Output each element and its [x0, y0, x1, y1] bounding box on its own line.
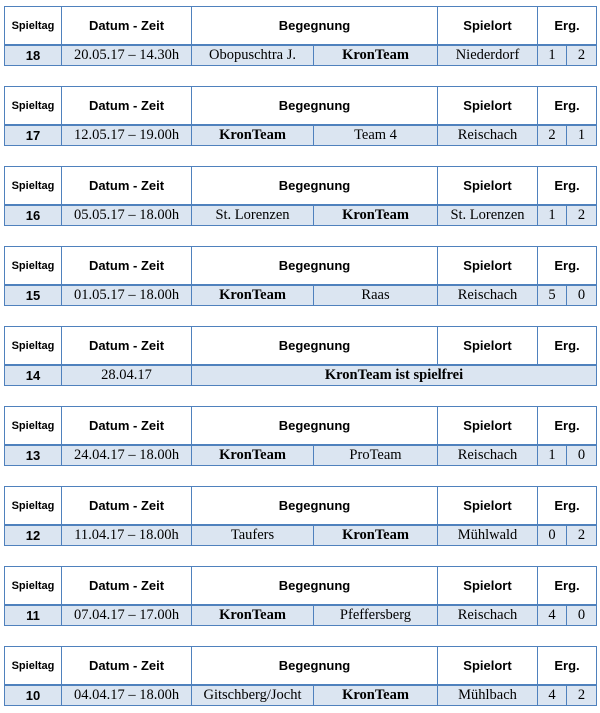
- match-row: [5, 525, 597, 546]
- match-row: [5, 365, 597, 386]
- spielort-value: Mühlwald: [438, 525, 538, 546]
- spielort-value: Niederdorf: [438, 45, 538, 66]
- match-row: [5, 285, 597, 306]
- header-datum-zeit: Datum - Zeit: [62, 327, 192, 366]
- header-spielort: Spielort: [438, 7, 538, 46]
- away-team: ProTeam: [314, 445, 438, 466]
- header-row: [5, 247, 597, 286]
- header-erg: Erg.: [538, 87, 597, 126]
- spieltag-value: 14: [5, 365, 62, 386]
- datum-value: 20.05.17 – 14.30h: [62, 45, 192, 66]
- score-away: 2: [567, 45, 597, 66]
- spieltag-value: 12: [5, 525, 62, 546]
- datum-value: 05.05.17 – 18.00h: [62, 205, 192, 226]
- header-row: [5, 407, 597, 446]
- score-away: 2: [567, 525, 597, 546]
- header-begegnung: Begegnung: [192, 487, 438, 526]
- away-team: KronTeam: [314, 205, 438, 226]
- score-home: 1: [538, 45, 567, 66]
- header-begegnung: Begegnung: [192, 647, 438, 686]
- spielort-value: Reischach: [438, 125, 538, 146]
- header-spieltag: Spieltag: [5, 327, 62, 366]
- score-home: 4: [538, 685, 567, 706]
- match-block-16: [4, 166, 596, 226]
- match-table: [4, 646, 597, 706]
- match-row: [5, 445, 597, 466]
- match-block-14: [4, 326, 596, 386]
- match-table: [4, 566, 597, 626]
- match-row: [5, 45, 597, 66]
- spieltag-value: 10: [5, 685, 62, 706]
- header-spielort: Spielort: [438, 647, 538, 686]
- header-datum-zeit: Datum - Zeit: [62, 647, 192, 686]
- match-table: [4, 326, 597, 386]
- header-begegnung: Begegnung: [192, 407, 438, 446]
- away-team: Raas: [314, 285, 438, 306]
- score-home: 1: [538, 205, 567, 226]
- home-team: Obopuschtra J.: [192, 45, 314, 66]
- match-table: [4, 166, 597, 226]
- header-erg: Erg.: [538, 7, 597, 46]
- header-spieltag: Spieltag: [5, 647, 62, 686]
- match-row: [5, 205, 597, 226]
- away-team: Pfeffersberg: [314, 605, 438, 626]
- score-home: 2: [538, 125, 567, 146]
- header-spieltag: Spieltag: [5, 247, 62, 286]
- header-row: [5, 87, 597, 126]
- match-table: [4, 6, 597, 66]
- header-spieltag: Spieltag: [5, 167, 62, 206]
- home-team: St. Lorenzen: [192, 205, 314, 226]
- datum-value: 28.04.17: [62, 365, 192, 386]
- score-home: 4: [538, 605, 567, 626]
- spieltag-value: 11: [5, 605, 62, 626]
- header-datum-zeit: Datum - Zeit: [62, 567, 192, 606]
- score-away: 1: [567, 125, 597, 146]
- home-team: KronTeam: [192, 605, 314, 626]
- score-home: 0: [538, 525, 567, 546]
- match-table: [4, 406, 597, 466]
- header-row: [5, 567, 597, 606]
- match-table: [4, 246, 597, 306]
- header-erg: Erg.: [538, 327, 597, 366]
- home-team: KronTeam: [192, 125, 314, 146]
- datum-value: 01.05.17 – 18.00h: [62, 285, 192, 306]
- match-block-18: [4, 6, 596, 66]
- score-away: 2: [567, 685, 597, 706]
- header-begegnung: Begegnung: [192, 7, 438, 46]
- score-away: 0: [567, 605, 597, 626]
- match-row: [5, 605, 597, 626]
- header-begegnung: Begegnung: [192, 567, 438, 606]
- spielort-value: Reischach: [438, 285, 538, 306]
- match-block-13: [4, 406, 596, 466]
- header-row: [5, 487, 597, 526]
- home-team: KronTeam: [192, 285, 314, 306]
- header-spieltag: Spieltag: [5, 7, 62, 46]
- spielort-value: St. Lorenzen: [438, 205, 538, 226]
- score-away: 2: [567, 205, 597, 226]
- match-block-10: [4, 646, 596, 706]
- header-spielort: Spielort: [438, 487, 538, 526]
- header-datum-zeit: Datum - Zeit: [62, 7, 192, 46]
- spieltag-value: 17: [5, 125, 62, 146]
- spieltag-value: 18: [5, 45, 62, 66]
- header-row: [5, 327, 597, 366]
- header-row: [5, 7, 597, 46]
- spielort-value: Reischach: [438, 445, 538, 466]
- header-spieltag: Spieltag: [5, 407, 62, 446]
- score-home: 1: [538, 445, 567, 466]
- datum-value: 12.05.17 – 19.00h: [62, 125, 192, 146]
- header-spielort: Spielort: [438, 407, 538, 446]
- spieltag-value: 16: [5, 205, 62, 226]
- match-block-11: [4, 566, 596, 626]
- score-home: 5: [538, 285, 567, 306]
- spieltag-value: 13: [5, 445, 62, 466]
- match-block-17: [4, 86, 596, 146]
- header-row: [5, 647, 597, 686]
- header-spielort: Spielort: [438, 167, 538, 206]
- away-team: KronTeam: [314, 525, 438, 546]
- score-away: 0: [567, 445, 597, 466]
- header-spielort: Spielort: [438, 327, 538, 366]
- home-team: KronTeam: [192, 445, 314, 466]
- match-row: [5, 685, 597, 706]
- datum-value: 11.04.17 – 18.00h: [62, 525, 192, 546]
- header-row: [5, 167, 597, 206]
- match-block-15: [4, 246, 596, 306]
- match-block-12: [4, 486, 596, 546]
- datum-value: 07.04.17 – 17.00h: [62, 605, 192, 626]
- header-erg: Erg.: [538, 567, 597, 606]
- header-begegnung: Begegnung: [192, 327, 438, 366]
- spielort-value: Reischach: [438, 605, 538, 626]
- header-datum-zeit: Datum - Zeit: [62, 87, 192, 126]
- datum-value: 24.04.17 – 18.00h: [62, 445, 192, 466]
- header-erg: Erg.: [538, 647, 597, 686]
- match-row: [5, 125, 597, 146]
- header-datum-zeit: Datum - Zeit: [62, 167, 192, 206]
- header-erg: Erg.: [538, 247, 597, 286]
- header-erg: Erg.: [538, 487, 597, 526]
- away-team: Team 4: [314, 125, 438, 146]
- header-datum-zeit: Datum - Zeit: [62, 407, 192, 446]
- match-table: [4, 86, 597, 146]
- header-spielort: Spielort: [438, 87, 538, 126]
- match-table: [4, 486, 597, 546]
- header-spielort: Spielort: [438, 247, 538, 286]
- header-begegnung: Begegnung: [192, 167, 438, 206]
- away-team: KronTeam: [314, 45, 438, 66]
- datum-value: 04.04.17 – 18.00h: [62, 685, 192, 706]
- header-erg: Erg.: [538, 167, 597, 206]
- header-spieltag: Spieltag: [5, 487, 62, 526]
- spielfrei-note: KronTeam ist spielfrei: [192, 365, 597, 386]
- spielort-value: Mühlbach: [438, 685, 538, 706]
- home-team: Gitschberg/Jocht: [192, 685, 314, 706]
- home-team: Taufers: [192, 525, 314, 546]
- header-erg: Erg.: [538, 407, 597, 446]
- away-team: KronTeam: [314, 685, 438, 706]
- spieltag-value: 15: [5, 285, 62, 306]
- header-spieltag: Spieltag: [5, 87, 62, 126]
- header-begegnung: Begegnung: [192, 87, 438, 126]
- header-spieltag: Spieltag: [5, 567, 62, 606]
- score-away: 0: [567, 285, 597, 306]
- header-datum-zeit: Datum - Zeit: [62, 247, 192, 286]
- header-datum-zeit: Datum - Zeit: [62, 487, 192, 526]
- header-begegnung: Begegnung: [192, 247, 438, 286]
- header-spielort: Spielort: [438, 567, 538, 606]
